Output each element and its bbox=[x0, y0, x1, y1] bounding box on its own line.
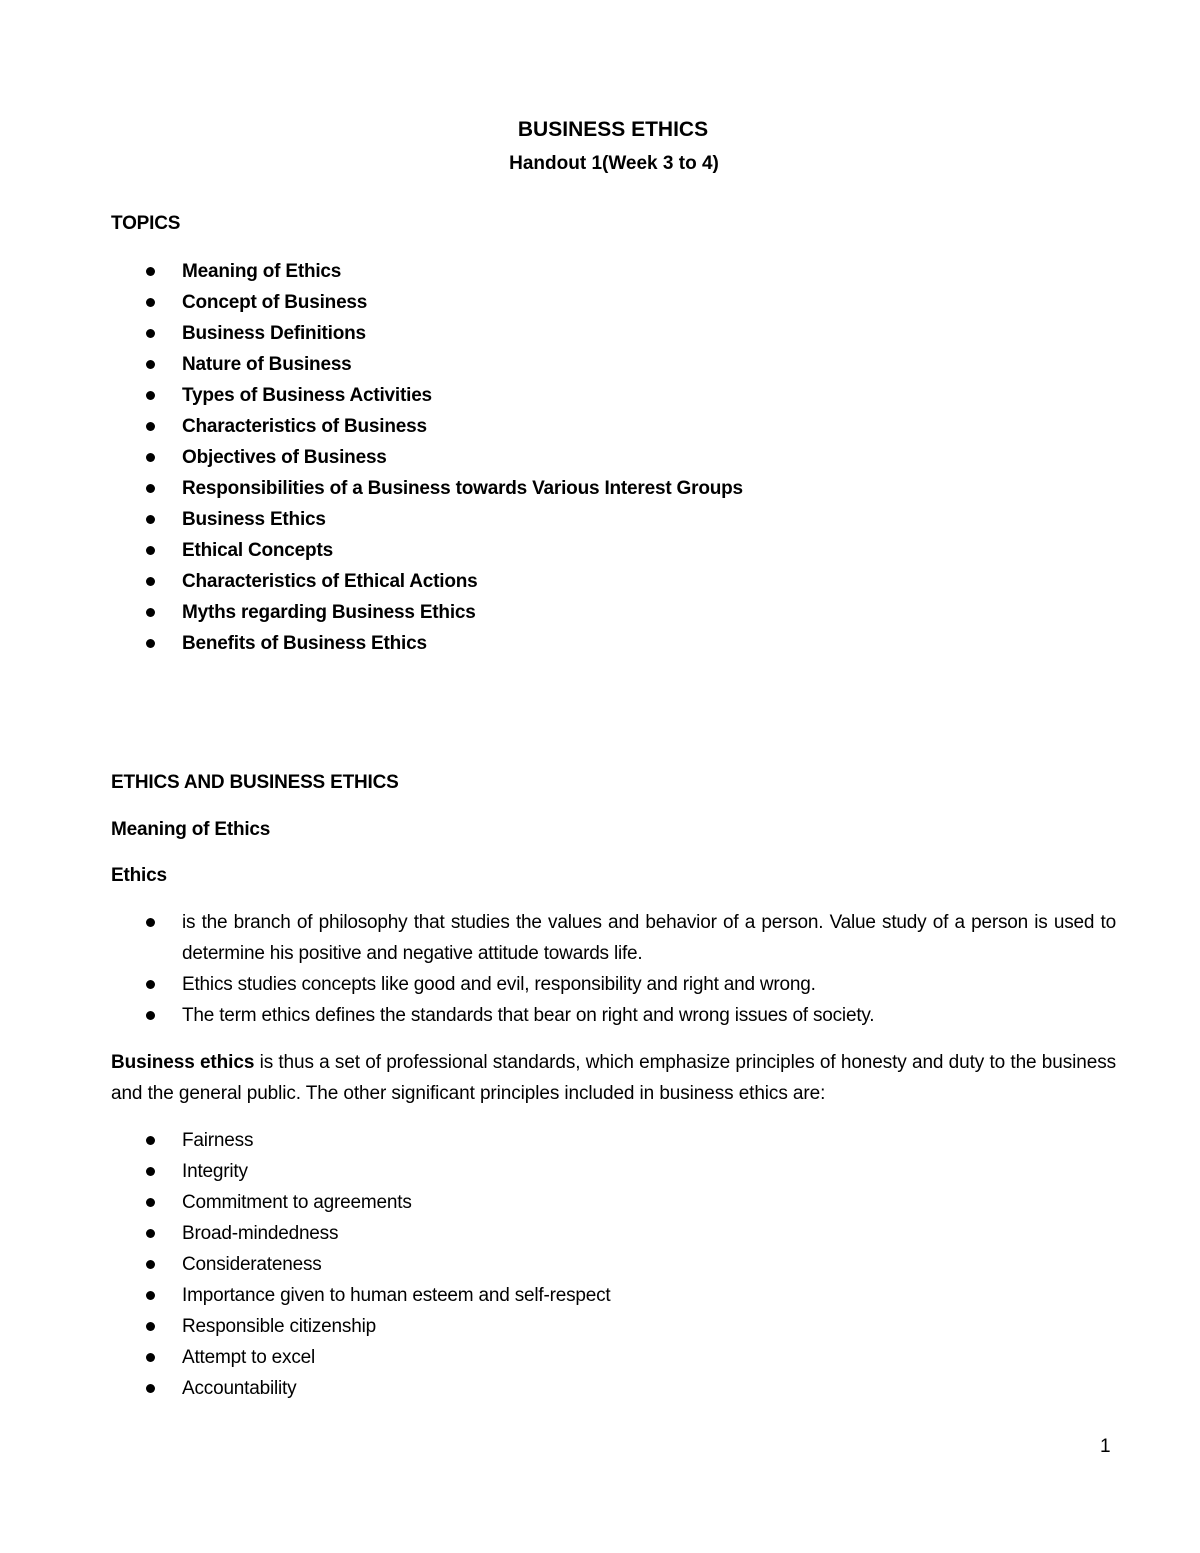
list-item: Commitment to agreements bbox=[0, 1187, 611, 1218]
bullet-icon bbox=[146, 639, 155, 648]
page-number: 1 bbox=[1100, 1436, 1111, 1457]
list-item: Myths regarding Business Ethics bbox=[0, 597, 743, 628]
list-item: Broad-mindedness bbox=[0, 1218, 611, 1249]
bullet-icon bbox=[146, 980, 155, 989]
bullet-icon bbox=[146, 608, 155, 617]
list-item: Accountability bbox=[0, 1373, 611, 1404]
list-item: Attempt to excel bbox=[0, 1342, 611, 1373]
topics-list bbox=[0, 256, 743, 659]
bullet-icon bbox=[146, 267, 155, 276]
bullet-icon bbox=[146, 422, 155, 431]
principles-list bbox=[0, 1125, 611, 1404]
bullet-icon bbox=[146, 360, 155, 369]
business-ethics-text: is thus a set of professional standards, which emphasize principles of honesty and duty to the business and the general public. The other significant principles included in business ethics are: bbox=[111, 1052, 1116, 1104]
list-item: Importance given to human esteem and self-respect bbox=[0, 1280, 611, 1311]
list-item: Responsibilities of a Business towards Various Interest Groups bbox=[0, 473, 743, 504]
list-item: is the branch of philosophy that studies the values and behavior of a person. Value study of a person is used to determine his positive and negative attitude towards life. bbox=[0, 907, 1116, 969]
bullet-icon bbox=[146, 577, 155, 586]
bullet-icon bbox=[146, 515, 155, 524]
bullet-icon bbox=[146, 1229, 155, 1238]
list-item: Responsible citizenship bbox=[0, 1311, 611, 1342]
bullet-icon bbox=[146, 1353, 155, 1362]
bullet-icon bbox=[146, 1167, 155, 1176]
bullet-icon bbox=[146, 546, 155, 555]
list-item: Ethics studies concepts like good and evil, responsibility and right and wrong. bbox=[0, 969, 1116, 1000]
list-item: Nature of Business bbox=[0, 349, 743, 380]
bullet-icon bbox=[146, 918, 155, 927]
document-subtitle: Handout 1(Week 3 to 4) bbox=[509, 153, 719, 174]
list-item: Integrity bbox=[0, 1156, 611, 1187]
bullet-icon bbox=[146, 1322, 155, 1331]
bullet-icon bbox=[146, 1011, 155, 1020]
bullet-icon bbox=[146, 1291, 155, 1300]
business-ethics-paragraph bbox=[111, 1047, 1116, 1109]
list-item: Characteristics of Business bbox=[0, 411, 743, 442]
bullet-icon bbox=[146, 1384, 155, 1393]
list-item: Objectives of Business bbox=[0, 442, 743, 473]
list-item: Fairness bbox=[0, 1125, 611, 1156]
section-heading: ETHICS AND BUSINESS ETHICS bbox=[111, 772, 399, 793]
list-item: The term ethics defines the standards that bear on right and wrong issues of society. bbox=[0, 1000, 1116, 1031]
bullet-icon bbox=[146, 1260, 155, 1269]
bullet-icon bbox=[146, 391, 155, 400]
list-item: Ethical Concepts bbox=[0, 535, 743, 566]
bullet-icon bbox=[146, 298, 155, 307]
list-item: Characteristics of Ethical Actions bbox=[0, 566, 743, 597]
subsection-heading: Meaning of Ethics bbox=[111, 819, 271, 840]
list-item: Meaning of Ethics bbox=[0, 256, 743, 287]
bullet-icon bbox=[146, 453, 155, 462]
bullet-icon bbox=[146, 329, 155, 338]
list-item: Benefits of Business Ethics bbox=[0, 628, 743, 659]
bullet-icon bbox=[146, 484, 155, 493]
list-item: Business Definitions bbox=[0, 318, 743, 349]
bullet-icon bbox=[146, 1136, 155, 1145]
list-item: Concept of Business bbox=[0, 287, 743, 318]
business-ethics-term: Business ethics bbox=[111, 1052, 255, 1073]
ethics-label: Ethics bbox=[111, 865, 167, 886]
document-title: BUSINESS ETHICS bbox=[517, 118, 709, 141]
list-item: Considerateness bbox=[0, 1249, 611, 1280]
topics-heading: TOPICS bbox=[111, 213, 181, 234]
ethics-points-list bbox=[0, 907, 1116, 1031]
list-item: Business Ethics bbox=[0, 504, 743, 535]
bullet-icon bbox=[146, 1198, 155, 1207]
list-item: Types of Business Activities bbox=[0, 380, 743, 411]
